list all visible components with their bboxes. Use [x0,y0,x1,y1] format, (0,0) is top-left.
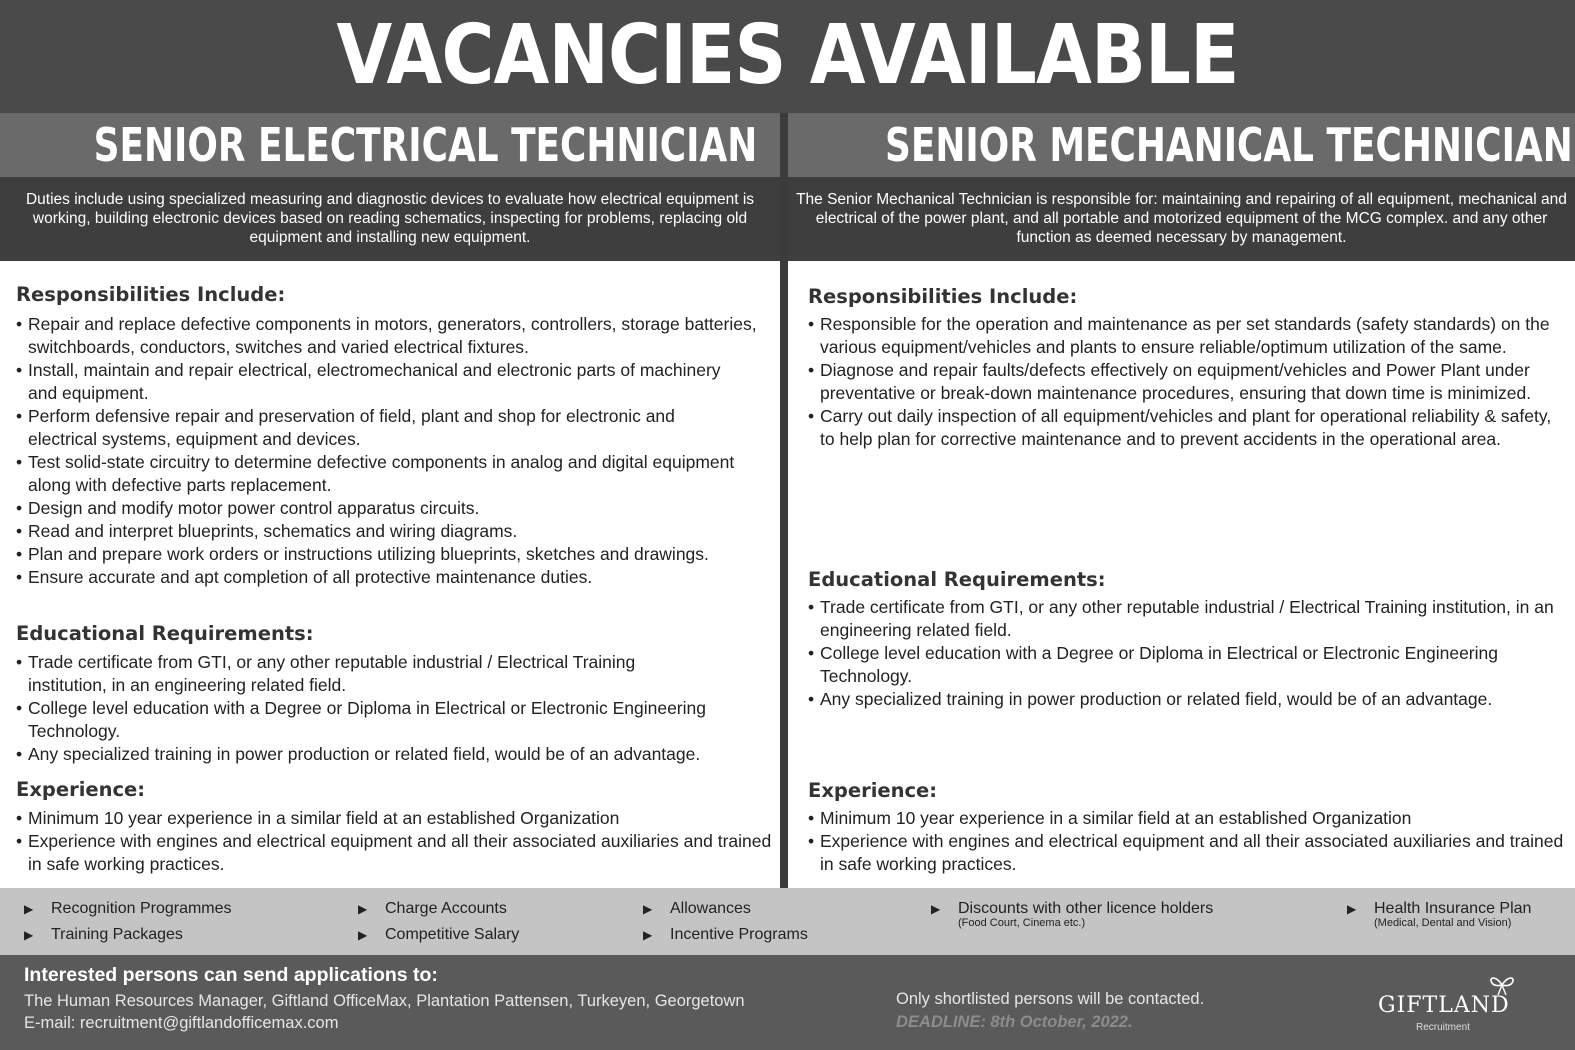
electrical-education-heading: Educational Requirements: [16,622,314,645]
giftland-logo [1378,971,1528,1039]
play-arrow-icon: ▶ [643,902,653,916]
application-footer [0,955,1575,1050]
benefits-bar: ▶ Recognition Programmes ▶ Training Packages ▶ Charge Accounts ▶ Competitive Salary ▶ Allowances ▶ Incentive Programs ▶ Discounts with other licence holders (Food Court, Cinema etc.) ▶ Health Insurance Plan (Medical, Dental and Vision) [0,888,1575,955]
play-arrow-icon: ▶ [358,902,368,916]
application-heading: Interested persons can send applications to: [24,964,438,986]
logo-name: GIFTLAND [1378,993,1510,1018]
electrical-description: Duties include using specialized measuring and diagnostic devices to evaluate how electrical equipment is working, building electronic devices based on reading schematics, inspecting for problems, replacing old equipment and installing new equipment. [0,177,780,261]
mechanical-responsibilities-heading: Responsibilities Include: [808,285,1078,308]
list-item: • Minimum 10 year experience in a similar field at an established Organization [16,807,776,830]
list-item: • Design and modify motor power control apparatus circuits. [16,497,776,520]
electrical-responsibilities-list [16,313,776,589]
mechanical-responsibilities-list [808,313,1568,451]
list-item: • College level education with a Degree or Diploma in Electrical or Electronic Engineering Technology. [808,642,1568,688]
application-email[interactable]: E-mail: recruitment@giftlandofficemax.com [24,1014,339,1032]
list-item: • Any specialized training in power production or related field, would be of an advantage. [808,688,1568,711]
list-item: • Carry out daily inspection of all equipment/vehicles and plant for operational reliability & safety, to help plan for corrective maintenance and to prevent accidents in the operational area. [808,405,1568,451]
page-title: VACANCIES AVAILABLE [336,8,1239,103]
list-item: • Minimum 10 year experience in a similar field at an established Organization [808,807,1568,830]
application-address: The Human Resources Manager, Giftland OfficeMax, Plantation Pattensen, Turkeyen, Georgetown [24,992,745,1010]
list-item: • Diagnose and repair faults/defects effectively on equipment/vehicles and Power Plant under preventative or break-down maintenance procedures, ensuring that down time is minimized. [808,359,1568,405]
mechanical-experience-heading: Experience: [808,779,938,802]
list-item: • College level education with a Degree or Diploma in Electrical or Electronic Engineering Technology. [16,697,776,743]
mechanical-education-heading: Educational Requirements: [808,568,1106,591]
play-arrow-icon: ▶ [24,902,34,916]
play-arrow-icon: ▶ [1347,902,1357,916]
mechanical-education-list [808,596,1568,711]
logo-tagline: Recruitment [1416,1022,1470,1033]
list-item: • Repair and replace defective components in motors, generators, controllers, storage batteries, switchboards, conductors, switches and varied electrical fixtures. [16,313,776,359]
play-arrow-icon: ▶ [931,902,941,916]
play-arrow-icon: ▶ [358,928,368,942]
play-arrow-icon: ▶ [643,928,653,942]
electrical-column [0,261,780,888]
list-item: • Trade certificate from GTI, or any other reputable industrial / Electrical Training institution, in an engineering related field. [16,651,776,697]
list-item: • Ensure accurate and apt completion of all protective maintenance duties. [16,566,776,589]
electrical-job-title: SENIOR ELECTRICAL TECHNICIAN [0,113,780,177]
mechanical-column [788,261,1575,888]
electrical-education-list [16,651,776,766]
list-item: • Test solid-state circuitry to determine defective components in analog and digital equipment along with defective parts replacement. [16,451,776,497]
mechanical-description: The Senior Mechanical Technician is responsible for: maintaining and repairing of all equipment, mechanical and electrical of the power plant, and all portable and motorized equipment of the MCG complex. and any other function as deemed necessary by management. [788,177,1575,261]
electrical-experience-list [16,807,776,876]
list-item: • Plan and prepare work orders or instructions utilizing blueprints, sketches and drawings. [16,543,776,566]
page-header [0,0,1575,113]
list-item: • Responsible for the operation and maintenance as per set standards (safety standards) on the various equipment/vehicles and plants to ensure reliable/optimum utilization of the same. [808,313,1568,359]
list-item: • Trade certificate from GTI, or any other reputable industrial / Electrical Training institution, in an engineering related field. [808,596,1568,642]
list-item: • Any specialized training in power production or related field, would be of an advantage. [16,743,776,766]
play-arrow-icon: ▶ [24,928,34,942]
deadline-text: DEADLINE: 8th October, 2022. [896,1013,1133,1031]
column-divider [780,113,788,888]
mechanical-job-title: SENIOR MECHANICAL TECHNICIAN [788,113,1575,177]
electrical-experience-heading: Experience: [16,778,146,801]
electrical-responsibilities-heading: Responsibilities Include: [16,283,286,306]
list-item: • Experience with engines and electrical equipment and all their associated auxiliaries and trained in safe working practices. [16,830,776,876]
list-item: • Install, maintain and repair electrical, electromechanical and electronic parts of machinery and equipment. [16,359,776,405]
mechanical-experience-list [808,807,1568,876]
shortlist-note: Only shortlisted persons will be contacted. [896,990,1205,1008]
list-item: • Read and interpret blueprints, schematics and wiring diagrams. [16,520,776,543]
list-item: • Experience with engines and electrical equipment and all their associated auxiliaries and trained in safe working practices. [808,830,1568,876]
list-item: • Perform defensive repair and preservation of field, plant and shop for electronic and electrical systems, equipment and devices. [16,405,776,451]
